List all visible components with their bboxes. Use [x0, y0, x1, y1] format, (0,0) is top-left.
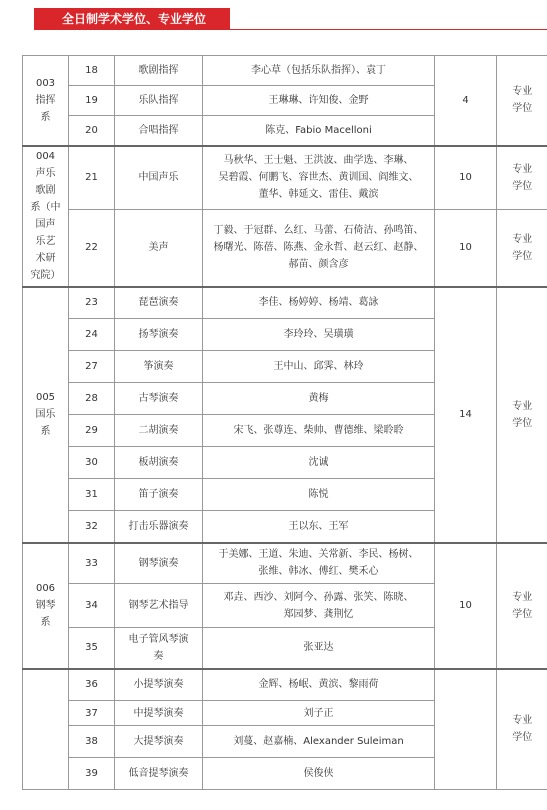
tutor-list: 黄梅 [203, 383, 435, 415]
row-number: 20 [69, 116, 115, 146]
major-name: 合唱指挥 [115, 116, 203, 146]
section-header [0, 0, 547, 36]
row-number: 36 [69, 669, 115, 701]
major-name: 歌剧指挥 [115, 56, 203, 86]
tutor-list: 张亚达 [203, 628, 435, 669]
tutor-list: 刘蔓、赵嘉楠、Alexander Suleiman [203, 726, 435, 758]
enrollment-count [435, 669, 497, 790]
tutor-table [22, 55, 547, 790]
row-number: 27 [69, 351, 115, 383]
row-number: 35 [69, 628, 115, 669]
major-name: 钢琴演奏 [115, 543, 203, 584]
enrollment-count: 10 [435, 146, 497, 210]
major-name: 板胡演奏 [115, 447, 203, 479]
table-row [23, 287, 547, 319]
row-number: 22 [69, 210, 115, 287]
row-number: 19 [69, 86, 115, 116]
major-name: 打击乐器演奏 [115, 511, 203, 543]
header-rule [34, 29, 547, 30]
major-name: 美声 [115, 210, 203, 287]
major-name: 钢琴艺术指导 [115, 584, 203, 628]
degree-type: 专业 学位 [497, 56, 547, 146]
row-number: 31 [69, 479, 115, 511]
major-name: 古琴演奏 [115, 383, 203, 415]
enrollment-count: 10 [435, 210, 497, 287]
row-number: 21 [69, 146, 115, 210]
table-row [23, 543, 547, 584]
row-number: 28 [69, 383, 115, 415]
table-row [23, 669, 547, 701]
department-cell: 004 声乐 歌剧 系（中 国声 乐艺 术研 究院） [23, 146, 69, 287]
major-name: 中提琴演奏 [115, 701, 203, 726]
degree-type: 专业 学位 [497, 669, 547, 790]
tutor-list: 宋飞、张尊连、柴帅、曹德维、梁聆聆 [203, 415, 435, 447]
tutor-list: 金辉、杨岷、黄滨、黎雨荷 [203, 669, 435, 701]
department-cell: 006 钢琴 系 [23, 543, 69, 669]
row-number: 24 [69, 319, 115, 351]
tutor-list: 李心草（包括乐队指挥）、袁丁 [203, 56, 435, 86]
row-number: 23 [69, 287, 115, 319]
major-name: 琵琶演奏 [115, 287, 203, 319]
degree-type: 专业 学位 [497, 210, 547, 287]
major-name: 扬琴演奏 [115, 319, 203, 351]
major-name: 电子管风琴演 奏 [115, 628, 203, 669]
department-cell: 003 指挥 系 [23, 56, 69, 146]
row-number: 37 [69, 701, 115, 726]
row-number: 39 [69, 758, 115, 790]
row-number: 34 [69, 584, 115, 628]
tutor-list: 李佳、杨婷婷、杨靖、葛詠 [203, 287, 435, 319]
tutor-list: 邓垚、西沙、刘阿今、孙露、张笑、陈晓、 郑园梦、龚荆忆 [203, 584, 435, 628]
major-name: 二胡演奏 [115, 415, 203, 447]
row-number: 32 [69, 511, 115, 543]
tutor-list: 王琳琳、许知俊、金野 [203, 86, 435, 116]
enrollment-count: 10 [435, 543, 497, 669]
row-number: 18 [69, 56, 115, 86]
tutor-list: 李玲玲、吴璜璜 [203, 319, 435, 351]
table-row [23, 56, 547, 86]
tutor-list: 丁毅、于冠群、么红、马蕾、石倚洁、孙鸣笛、 杨曙光、陈蓓、陈燕、金永哲、赵云红、赵静、 郝苗、颜含彦 [203, 210, 435, 287]
major-name: 筝演奏 [115, 351, 203, 383]
table-row [23, 210, 547, 287]
row-number: 38 [69, 726, 115, 758]
tutor-list: 刘子正 [203, 701, 435, 726]
row-number: 30 [69, 447, 115, 479]
tutor-list: 王以东、王军 [203, 511, 435, 543]
department-cell: 005 国乐 系 [23, 287, 69, 543]
major-name: 大提琴演奏 [115, 726, 203, 758]
row-number: 33 [69, 543, 115, 584]
tutor-list: 侯俊侠 [203, 758, 435, 790]
tutor-list: 陈悦 [203, 479, 435, 511]
degree-type: 专业 学位 [497, 146, 547, 210]
major-name: 中国声乐 [115, 146, 203, 210]
table-row [23, 146, 547, 210]
major-name: 乐队指挥 [115, 86, 203, 116]
tutor-list: 王中山、邱霁、林玲 [203, 351, 435, 383]
enrollment-count: 4 [435, 56, 497, 146]
row-number: 29 [69, 415, 115, 447]
department-cell [23, 669, 69, 790]
tutor-list: 沈诚 [203, 447, 435, 479]
degree-type: 专业 学位 [497, 287, 547, 543]
major-name: 笛子演奏 [115, 479, 203, 511]
degree-type: 专业 学位 [497, 543, 547, 669]
tutor-list: 马秋华、王士魁、王洪波、曲学选、李琳、 吴碧霞、何鹏飞、容世杰、黄训国、阎维文、 董华、韩延文、雷佳、戴滨 [203, 146, 435, 210]
section-title: 全日制学术学位、专业学位 [62, 12, 207, 26]
tutor-list: 于美娜、王道、朱迪、关常新、李民、杨树、 张维、韩冰、傅红、樊禾心 [203, 543, 435, 584]
enrollment-count: 14 [435, 287, 497, 543]
tutor-list: 陈克、Fabio Macelloni [203, 116, 435, 146]
major-name: 小提琴演奏 [115, 669, 203, 701]
major-name: 低音提琴演奏 [115, 758, 203, 790]
